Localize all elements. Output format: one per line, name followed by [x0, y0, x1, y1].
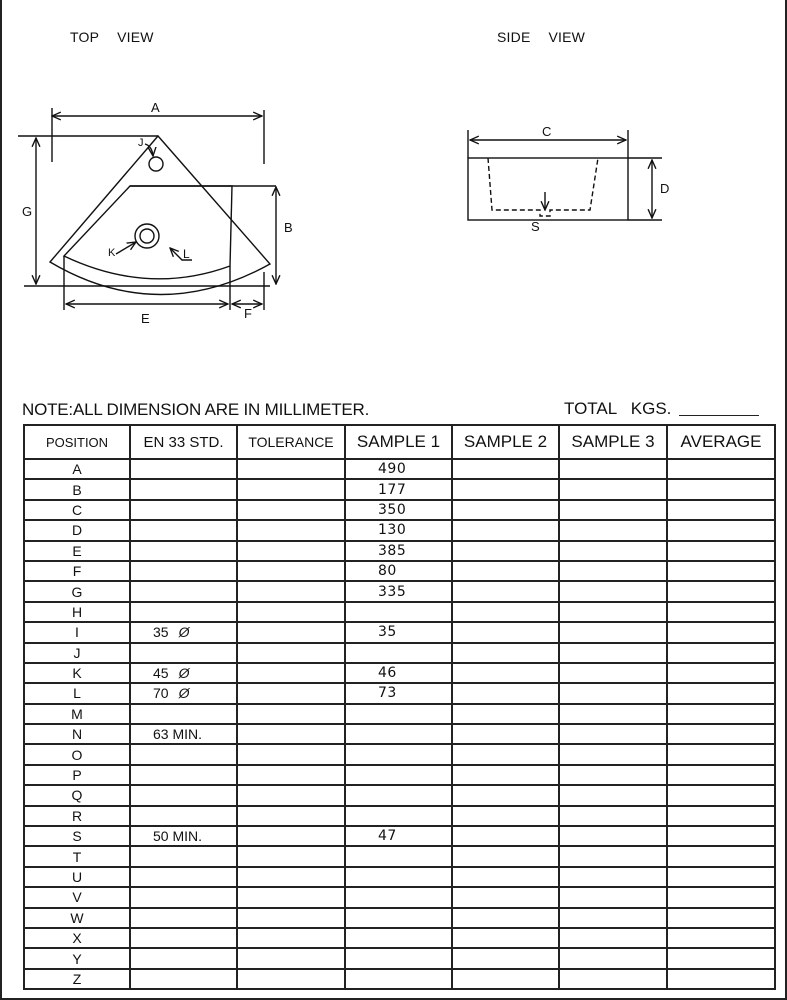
side-view-title — [497, 29, 585, 45]
position-cell-value: I — [75, 624, 79, 641]
sample-1-cell[interactable] — [345, 500, 452, 520]
tolerance-cell[interactable] — [237, 622, 345, 642]
position-cell — [24, 704, 130, 724]
sample-2-cell[interactable] — [452, 948, 559, 968]
average-cell[interactable] — [667, 643, 775, 663]
sample-3-cell[interactable] — [559, 704, 667, 724]
table-row — [24, 785, 775, 805]
table-row — [24, 500, 775, 520]
dim-c-label: C — [542, 124, 552, 139]
average-cell[interactable] — [667, 520, 775, 540]
sample-1-cell[interactable] — [345, 581, 452, 601]
position-cell-value: O — [71, 746, 83, 763]
position-cell-value: A — [72, 461, 82, 478]
position-cell — [24, 520, 130, 540]
average-cell[interactable] — [667, 561, 775, 581]
average-cell[interactable] — [667, 724, 775, 744]
drain-outer — [135, 224, 159, 248]
position-cell-value: D — [71, 522, 83, 539]
sample-2-cell[interactable] — [452, 846, 559, 866]
position-cell-value: Y — [72, 950, 82, 967]
dim-k-label: K — [108, 247, 116, 259]
position-cell-value: S — [72, 828, 82, 845]
sample-1-cell[interactable] — [345, 541, 452, 561]
position-cell — [24, 643, 130, 663]
position-cell — [24, 969, 130, 989]
sample-1-cell-value: 80 — [378, 563, 397, 580]
en33-std-cell[interactable] — [130, 500, 237, 520]
average-cell[interactable] — [667, 928, 775, 948]
tolerance-cell[interactable] — [237, 500, 345, 520]
position-cell-value: J — [73, 644, 81, 661]
position-cell-value: Q — [71, 787, 83, 804]
sample-2-cell[interactable] — [452, 500, 559, 520]
position-cell — [24, 622, 130, 642]
sample-3-cell[interactable] — [559, 622, 667, 642]
basin-outer-outline — [50, 136, 270, 295]
sample-3-cell[interactable] — [559, 683, 667, 703]
table-body — [24, 459, 775, 989]
tolerance-cell[interactable] — [237, 806, 345, 826]
table-row — [24, 479, 775, 499]
position-cell-value: P — [72, 767, 82, 784]
tolerance-cell[interactable] — [237, 520, 345, 540]
sample-1-cell[interactable] — [345, 459, 452, 479]
average-cell[interactable] — [667, 806, 775, 826]
table-row — [24, 643, 775, 663]
tolerance-cell[interactable] — [237, 643, 345, 663]
table-row — [24, 846, 775, 866]
en33-std-cell[interactable] — [130, 826, 237, 846]
position-cell-value: F — [72, 563, 82, 580]
bowl-hidden-line — [488, 158, 598, 216]
position-cell-value: Z — [72, 970, 82, 987]
en33-std-cell[interactable] — [130, 663, 237, 683]
en33-std-cell[interactable] — [130, 806, 237, 826]
sample-2-cell[interactable] — [452, 724, 559, 744]
position-cell — [24, 948, 130, 968]
average-cell[interactable] — [667, 500, 775, 520]
en33-std-cell[interactable] — [130, 724, 237, 744]
position-cell-value: V — [72, 889, 82, 906]
sample-1-cell[interactable] — [345, 479, 452, 499]
sample-1-cell[interactable] — [345, 622, 452, 642]
sample-2-cell[interactable] — [452, 520, 559, 540]
dim-l-label: L — [183, 247, 190, 261]
col-header-sample-3: SAMPLE 3 — [559, 425, 667, 459]
sample-3-cell[interactable] — [559, 928, 667, 948]
sample-2-cell[interactable] — [452, 785, 559, 805]
drain-inner — [140, 229, 154, 243]
table-row — [24, 765, 775, 785]
sample-2-cell[interactable] — [452, 969, 559, 989]
tolerance-cell[interactable] — [237, 969, 345, 989]
sample-1-cell[interactable] — [345, 928, 452, 948]
en33-std-cell[interactable] — [130, 744, 237, 764]
en33-std-cell[interactable] — [130, 622, 237, 642]
sample-3-cell[interactable] — [559, 459, 667, 479]
average-cell[interactable] — [667, 765, 775, 785]
en33-std-cell-value: 63 MIN. — [153, 726, 203, 743]
tolerance-cell[interactable] — [237, 581, 345, 601]
average-cell[interactable] — [667, 785, 775, 805]
position-cell — [24, 602, 130, 622]
sample-3-cell[interactable] — [559, 826, 667, 846]
sample-3-cell[interactable] — [559, 643, 667, 663]
average-cell[interactable] — [667, 948, 775, 968]
en33-std-cell[interactable] — [130, 785, 237, 805]
tolerance-cell[interactable] — [237, 541, 345, 561]
en33-std-cell-value: 70 — [153, 685, 169, 702]
position-cell-value: M — [71, 705, 83, 722]
en33-std-cell[interactable] — [130, 541, 237, 561]
top-view-title — [70, 29, 154, 45]
en33-std-cell[interactable] — [130, 520, 237, 540]
average-cell[interactable] — [667, 969, 775, 989]
diameter-symbol: Ø — [178, 624, 190, 641]
en33-std-cell[interactable] — [130, 602, 237, 622]
position-cell — [24, 683, 130, 703]
en33-std-cell[interactable] — [130, 561, 237, 581]
average-cell[interactable] — [667, 908, 775, 928]
side-view-title-word1: SIDE — [497, 29, 531, 45]
position-cell-value: W — [70, 909, 84, 926]
dim-d-label: D — [660, 181, 670, 196]
sample-1-cell[interactable] — [345, 724, 452, 744]
sample-1-cell[interactable] — [345, 765, 452, 785]
table-row — [24, 969, 775, 989]
average-cell[interactable] — [667, 826, 775, 846]
sample-2-cell[interactable] — [452, 806, 559, 826]
position-cell — [24, 765, 130, 785]
dim-k-leader — [116, 242, 136, 254]
col-header-sample-1: SAMPLE 1 — [345, 425, 452, 459]
en33-std-cell[interactable] — [130, 459, 237, 479]
sample-1-cell[interactable] — [345, 867, 452, 887]
sample-1-cell[interactable] — [345, 683, 452, 703]
sample-1-cell-value: 130 — [378, 522, 407, 539]
tap-hole — [149, 157, 163, 171]
sample-1-cell[interactable] — [345, 561, 452, 581]
table-row — [24, 622, 775, 642]
en33-std-cell[interactable] — [130, 683, 237, 703]
sample-1-cell-value: 490 — [378, 461, 407, 478]
table-row — [24, 867, 775, 887]
tolerance-cell[interactable] — [237, 479, 345, 499]
position-cell-value: U — [71, 869, 83, 885]
sample-1-cell[interactable] — [345, 969, 452, 989]
en33-std-cell[interactable] — [130, 928, 237, 948]
position-cell-value: G — [71, 583, 83, 600]
en33-std-cell[interactable] — [130, 479, 237, 499]
tolerance-cell[interactable] — [237, 602, 345, 622]
tolerance-cell[interactable] — [237, 928, 345, 948]
sample-2-cell[interactable] — [452, 887, 559, 907]
table-row — [24, 948, 775, 968]
position-cell — [24, 887, 130, 907]
dimension-table — [23, 424, 776, 990]
sample-3-cell[interactable] — [559, 785, 667, 805]
position-cell — [24, 928, 130, 948]
sample-2-cell[interactable] — [452, 826, 559, 846]
position-cell — [24, 500, 130, 520]
en33-std-cell[interactable] — [130, 765, 237, 785]
tolerance-cell[interactable] — [237, 724, 345, 744]
tolerance-cell[interactable] — [237, 908, 345, 928]
position-cell-value: E — [72, 542, 82, 559]
en33-std-cell-value: 50 MIN. — [153, 828, 203, 845]
sample-2-cell[interactable] — [452, 683, 559, 703]
sample-1-cell[interactable] — [345, 908, 452, 928]
en33-std-cell[interactable] — [130, 867, 237, 887]
average-cell[interactable] — [667, 459, 775, 479]
position-cell — [24, 724, 130, 744]
sample-1-cell-value: 46 — [378, 665, 397, 682]
sample-3-cell[interactable] — [559, 948, 667, 968]
dim-g-label: G — [22, 204, 33, 219]
sample-3-cell[interactable] — [559, 561, 667, 581]
en33-std-cell[interactable] — [130, 581, 237, 601]
sample-3-cell[interactable] — [559, 969, 667, 989]
tolerance-cell[interactable] — [237, 459, 345, 479]
sample-2-cell[interactable] — [452, 643, 559, 663]
sample-3-cell[interactable] — [559, 744, 667, 764]
tolerance-cell[interactable] — [237, 826, 345, 846]
table-row — [24, 561, 775, 581]
top-view-title-word2: VIEW — [117, 29, 154, 45]
average-cell[interactable] — [667, 887, 775, 907]
sample-1-cell-value: 335 — [378, 583, 407, 600]
position-cell-value: H — [71, 603, 83, 620]
position-cell — [24, 826, 130, 846]
total-weight — [564, 399, 759, 419]
tolerance-cell[interactable] — [237, 887, 345, 907]
dim-a-label: A — [151, 100, 160, 115]
table-row — [24, 581, 775, 601]
diameter-symbol: Ø — [178, 665, 190, 682]
sample-3-cell[interactable] — [559, 520, 667, 540]
sample-1-cell-value: 385 — [378, 542, 407, 559]
sample-1-cell[interactable] — [345, 663, 452, 683]
sample-2-cell[interactable] — [452, 663, 559, 683]
sample-1-cell-value: 177 — [378, 481, 407, 498]
en33-std-cell[interactable] — [130, 948, 237, 968]
sample-2-cell[interactable] — [452, 765, 559, 785]
position-cell — [24, 459, 130, 479]
table-row — [24, 908, 775, 928]
sample-3-cell[interactable] — [559, 867, 667, 887]
tolerance-cell[interactable] — [237, 663, 345, 683]
position-cell-value: R — [71, 807, 83, 824]
en33-std-cell-value: 35 — [153, 624, 169, 641]
average-cell[interactable] — [667, 581, 775, 601]
sample-3-cell[interactable] — [559, 602, 667, 622]
position-cell — [24, 541, 130, 561]
sample-2-cell[interactable] — [452, 581, 559, 601]
sample-3-cell[interactable] — [559, 724, 667, 744]
sample-2-cell[interactable] — [452, 704, 559, 724]
en33-std-cell[interactable] — [130, 887, 237, 907]
diameter-symbol: Ø — [178, 685, 190, 702]
average-cell[interactable] — [667, 479, 775, 499]
table-row — [24, 541, 775, 561]
sample-3-cell[interactable] — [559, 806, 667, 826]
average-cell[interactable] — [667, 744, 775, 764]
sample-2-cell[interactable] — [452, 867, 559, 887]
position-cell-value: C — [71, 501, 83, 518]
sample-1-cell-value: 35 — [378, 624, 397, 641]
position-cell-value: K — [72, 665, 82, 682]
sample-1-cell[interactable] — [345, 887, 452, 907]
sample-3-cell[interactable] — [559, 663, 667, 683]
sample-3-cell[interactable] — [559, 479, 667, 499]
table-row — [24, 663, 775, 683]
col-header-average: AVERAGE — [667, 425, 775, 459]
basin-bowl-outline — [64, 186, 232, 279]
col-header-sample-2: SAMPLE 2 — [452, 425, 559, 459]
sample-1-cell[interactable] — [345, 826, 452, 846]
sample-2-cell[interactable] — [452, 459, 559, 479]
table-row — [24, 459, 775, 479]
sample-2-cell[interactable] — [452, 908, 559, 928]
position-cell — [24, 561, 130, 581]
sample-2-cell[interactable] — [452, 479, 559, 499]
sample-1-cell-value: 350 — [378, 501, 407, 518]
average-cell[interactable] — [667, 683, 775, 703]
average-cell[interactable] — [667, 867, 775, 887]
tolerance-cell[interactable] — [237, 867, 345, 887]
sample-2-cell[interactable] — [452, 744, 559, 764]
sample-1-cell[interactable] — [345, 744, 452, 764]
table-row — [24, 520, 775, 540]
tolerance-cell[interactable] — [237, 948, 345, 968]
table-row — [24, 744, 775, 764]
en33-std-cell[interactable] — [130, 908, 237, 928]
sample-2-cell[interactable] — [452, 541, 559, 561]
table-row — [24, 806, 775, 826]
tolerance-cell[interactable] — [237, 704, 345, 724]
table-row — [24, 826, 775, 846]
sample-2-cell[interactable] — [452, 561, 559, 581]
position-cell — [24, 581, 130, 601]
col-header-en33-std: EN 33 STD. — [130, 425, 237, 459]
position-cell — [24, 867, 130, 887]
position-cell-value: L — [73, 685, 81, 702]
table-row — [24, 724, 775, 744]
position-cell — [24, 663, 130, 683]
sample-1-cell-value: 73 — [378, 685, 397, 702]
en33-std-cell[interactable] — [130, 969, 237, 989]
tolerance-cell[interactable] — [237, 765, 345, 785]
sample-1-cell[interactable] — [345, 785, 452, 805]
sample-2-cell[interactable] — [452, 622, 559, 642]
average-cell[interactable] — [667, 602, 775, 622]
position-cell — [24, 785, 130, 805]
total-weight-field[interactable] — [679, 415, 759, 416]
average-cell[interactable] — [667, 704, 775, 724]
sample-1-cell[interactable] — [345, 704, 452, 724]
average-cell[interactable] — [667, 541, 775, 561]
sample-3-cell[interactable] — [559, 908, 667, 928]
position-cell-value: T — [72, 848, 82, 865]
average-cell[interactable] — [667, 622, 775, 642]
dim-s-label: S — [531, 219, 540, 234]
table-row — [24, 887, 775, 907]
sample-3-cell[interactable] — [559, 581, 667, 601]
sample-3-cell[interactable] — [559, 500, 667, 520]
sample-3-cell[interactable] — [559, 765, 667, 785]
position-cell-value: N — [71, 726, 83, 743]
col-header-position: POSITION — [24, 425, 130, 459]
sample-3-cell[interactable] — [559, 887, 667, 907]
position-cell — [24, 908, 130, 928]
sample-2-cell[interactable] — [452, 602, 559, 622]
en33-std-cell-value: 45 — [153, 665, 169, 682]
sample-3-cell[interactable] — [559, 541, 667, 561]
sample-1-cell[interactable] — [345, 948, 452, 968]
top-view-title-word1: TOP — [70, 29, 100, 45]
col-header-tolerance: TOLERANCE — [237, 425, 345, 459]
units-note: NOTE:ALL DIMENSION ARE IN MILLIMETER. — [22, 400, 370, 419]
side-view-title-word2: VIEW — [548, 29, 586, 45]
table-header-row — [24, 425, 775, 459]
tolerance-cell[interactable] — [237, 561, 345, 581]
position-cell — [24, 479, 130, 499]
table-row — [24, 704, 775, 724]
en33-std-cell[interactable] — [130, 704, 237, 724]
average-cell[interactable] — [667, 846, 775, 866]
sample-1-cell[interactable] — [345, 602, 452, 622]
table-row — [24, 602, 775, 622]
side-view-drawing — [460, 118, 675, 238]
position-cell-value: B — [72, 481, 82, 498]
sample-1-cell[interactable] — [345, 520, 452, 540]
dim-f-label: F — [244, 306, 252, 321]
tolerance-cell[interactable] — [237, 744, 345, 764]
top-view-drawing — [18, 96, 298, 326]
position-cell-value: X — [72, 930, 82, 947]
total-weight-label: TOTAL KGS. — [564, 399, 672, 418]
sample-3-cell[interactable] — [559, 846, 667, 866]
sample-1-cell[interactable] — [345, 643, 452, 663]
sample-1-cell-value: 47 — [378, 828, 397, 845]
sample-1-cell[interactable] — [345, 806, 452, 826]
sample-1-cell[interactable] — [345, 846, 452, 866]
dim-j-label: J — [138, 137, 144, 149]
tolerance-cell[interactable] — [237, 785, 345, 805]
tolerance-cell[interactable] — [237, 683, 345, 703]
position-cell — [24, 744, 130, 764]
average-cell[interactable] — [667, 663, 775, 683]
dim-e-label: E — [141, 311, 150, 326]
tolerance-cell[interactable] — [237, 846, 345, 866]
en33-std-cell[interactable] — [130, 846, 237, 866]
sample-2-cell[interactable] — [452, 928, 559, 948]
dim-b-label: B — [284, 220, 293, 235]
table-row — [24, 928, 775, 948]
position-cell — [24, 846, 130, 866]
en33-std-cell[interactable] — [130, 643, 237, 663]
position-cell — [24, 806, 130, 826]
table-row — [24, 683, 775, 703]
